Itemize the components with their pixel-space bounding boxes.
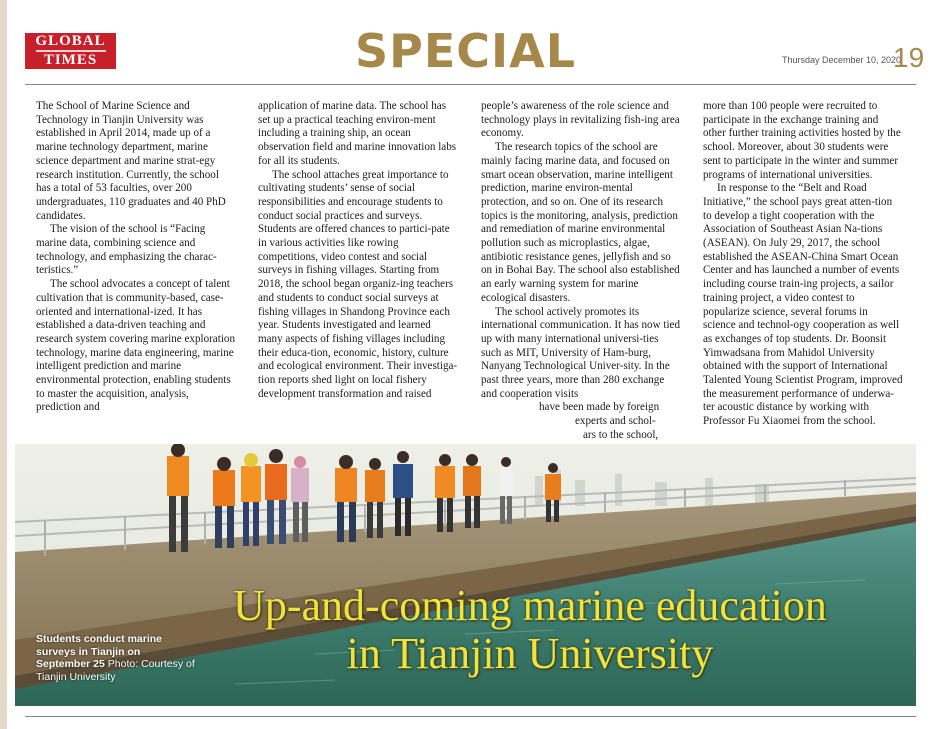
header-rule xyxy=(25,84,916,85)
paragraph: The school attaches great importance to cultivating students’ sense of social responsibilities and encourage students to conduct social practices and surveys. Students are offered chances to partici-pate in various activities like rowing competitions, video contest and social surveys in fishing villages. Starting from 2018, the school began organiz-ing teachers and students to conduct social surveys at fishing villages in Shandong Province each year. Students investigated and learned many aspects of fishing villages including their educa-tion, economic, history, culture and ecological environment. Their investiga-tion reports shed light on local fishery development transformation and raised xyxy=(258,168,458,400)
logo-line1: GLOBAL xyxy=(35,33,106,49)
footer-rule xyxy=(25,716,916,717)
page-number: 19 xyxy=(893,42,925,73)
paragraph: more than 100 people were recruited to participate in the exchange training and other further training activities hosted by the school. Moreover, about 30 students were sent to participate in the winter and summer programs of international universities. xyxy=(703,100,901,181)
article-column-1 xyxy=(36,100,236,415)
article-column-2 xyxy=(258,100,458,401)
paragraph: people’s awareness of the role science and technology plays in revitalizing fish-ing area economy. xyxy=(481,100,680,140)
headline-line2: in Tianjin University xyxy=(346,629,714,678)
wrapped-line: have been made by foreign xyxy=(539,401,660,414)
photo-caption xyxy=(36,633,196,683)
paragraph: The school actively promotes its international communication. It has now tied up with many international universi-ties such as MIT, University of Ham-burg, Nanyang Technological Univer-sity. In the past three years, more than 280 exchange and cooperation visits xyxy=(481,305,681,400)
headline-line1: Up-and-coming marine education xyxy=(233,581,827,630)
section-title: SPECIAL xyxy=(354,24,577,78)
article-column-4 xyxy=(703,100,903,429)
caption-bold: Students conduct marine surveys in Tianjin on September 25 xyxy=(36,633,163,670)
logo-line2: TIMES xyxy=(43,52,98,68)
wrapped-line: experts and schol- xyxy=(575,415,656,428)
paragraph: The research topics of the school are mainly facing marine data, and focused on smart ocean observation, marine intelligent prediction, marine environ-mental protection, and so on. One of its research topics is the monitoring, analysis, prediction and remediation of marine environmental pollution such as microplastics, algae, antibiotic resistance genes, jellyfish and so on in Bohai Bay. The school also established an early warning system for marine ecological disasters. xyxy=(481,141,680,304)
dateline: Thursday December 10, 2020 xyxy=(782,55,902,65)
article-column-3 xyxy=(481,100,681,443)
paragraph: In response to the “Belt and Road Initiative,” the school pays great atten-tion to develop a tight cooperation with the Association of Southeast Asian Na-tions (ASEAN). On July 29, 2017, the school established the ASEAN-China Smart Ocean Center and has launched a number of events including course train-ing projects, a sailor training project, a video contest to popularize science, several forums in science and technol-ogy cooperation as well as exchanges of top students. Dr. Boonsit Yimwadsana from Mahidol University obtained with the support of International Talented Young Scientist Program, improved the measurement performance of underwa-ter acoustic distance by working with Professor Fu Xiaomei from the school. xyxy=(703,182,903,428)
paragraph: application of marine data. The school has set up a practical teaching environ-ment including a training ship, an ocean observation field and marine innovation labs for all its students. xyxy=(258,100,457,167)
paragraph: The vision of the school is “Facing marine data, combining science and technology, and emphasizing the charac-teristics.” xyxy=(36,223,217,277)
page-edge xyxy=(0,0,7,729)
headline xyxy=(150,582,910,678)
paragraph: The school advocates a concept of talent cultivation that is community-based, case-oriented and international-ized. It has established a data-driven teaching and research system covering marine exploration technology, marine data engineering, marine intelligent prediction and marine environmental protection, enabling students to master the acquisition, analysis, prediction and xyxy=(36,278,235,414)
caption-credit: Photo: Courtesy of Tianjin University xyxy=(36,658,195,683)
wrapped-line: ars to the school, xyxy=(583,428,659,441)
paragraph: The School of Marine Science and Technology in Tianjin University was established in April 2014, made up of a marine technology department, marine science department and marine strat-egy research institution. Currently, the school has a total of 53 faculties, over 200 undergraduates, 110 graduates and 40 PhD candidates. xyxy=(36,100,226,222)
